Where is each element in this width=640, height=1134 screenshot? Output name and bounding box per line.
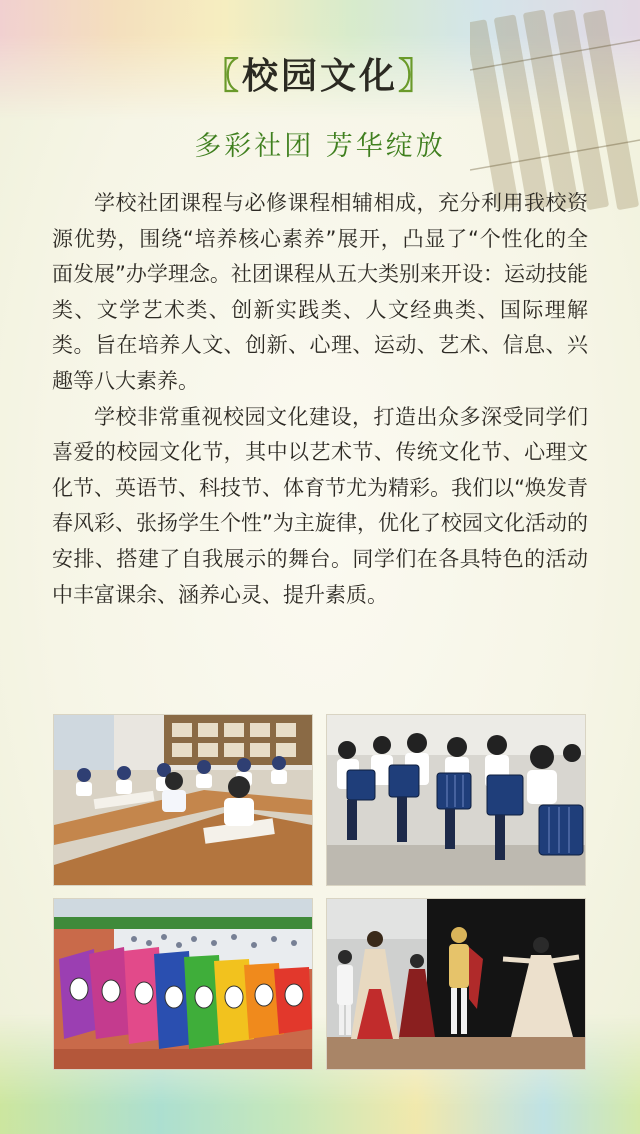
photo-calligraphy-class	[53, 714, 313, 886]
title-bracket-right: 〗	[398, 56, 438, 97]
title-bracket-left: 〖	[202, 56, 242, 97]
photo-mask-performance	[53, 898, 313, 1070]
photo-stage-drama	[326, 898, 586, 1070]
paragraph-2: 学校非常重视校园文化建设，打造出众多深受同学们喜爱的校园文化节，其中以艺术节、传统文化节、心理文化节、英语节、科技节、体育节尤为精彩。我们以“焕发青春风彩、张扬学生个性”为主旋律，优化了校园文化活动的安排、搭建了自我展示的舞台。同学们在各具特色的活动中丰富课余、涵养心灵、提升素质。	[52, 404, 588, 607]
title-text: 校园文化	[241, 56, 398, 97]
page-title	[0, 48, 640, 99]
paragraph-1: 学校社团课程与必修课程相辅相成，充分利用我校资源优势，围绕“培养核心素养”展开，凸显了“个性化的全面发展”办学理念。社团课程从五大类别来开设：运动技能类、文学艺术类、创新实践类、人文经典类、国际理解类。旨在培养人文、创新、心理、运动、艺术、信息、兴趣等八大素养。	[52, 191, 588, 393]
subtitle: 多彩社团 芳华绽放	[194, 131, 446, 162]
photo-accordion-ensemble	[326, 714, 586, 886]
body-text	[52, 186, 588, 613]
